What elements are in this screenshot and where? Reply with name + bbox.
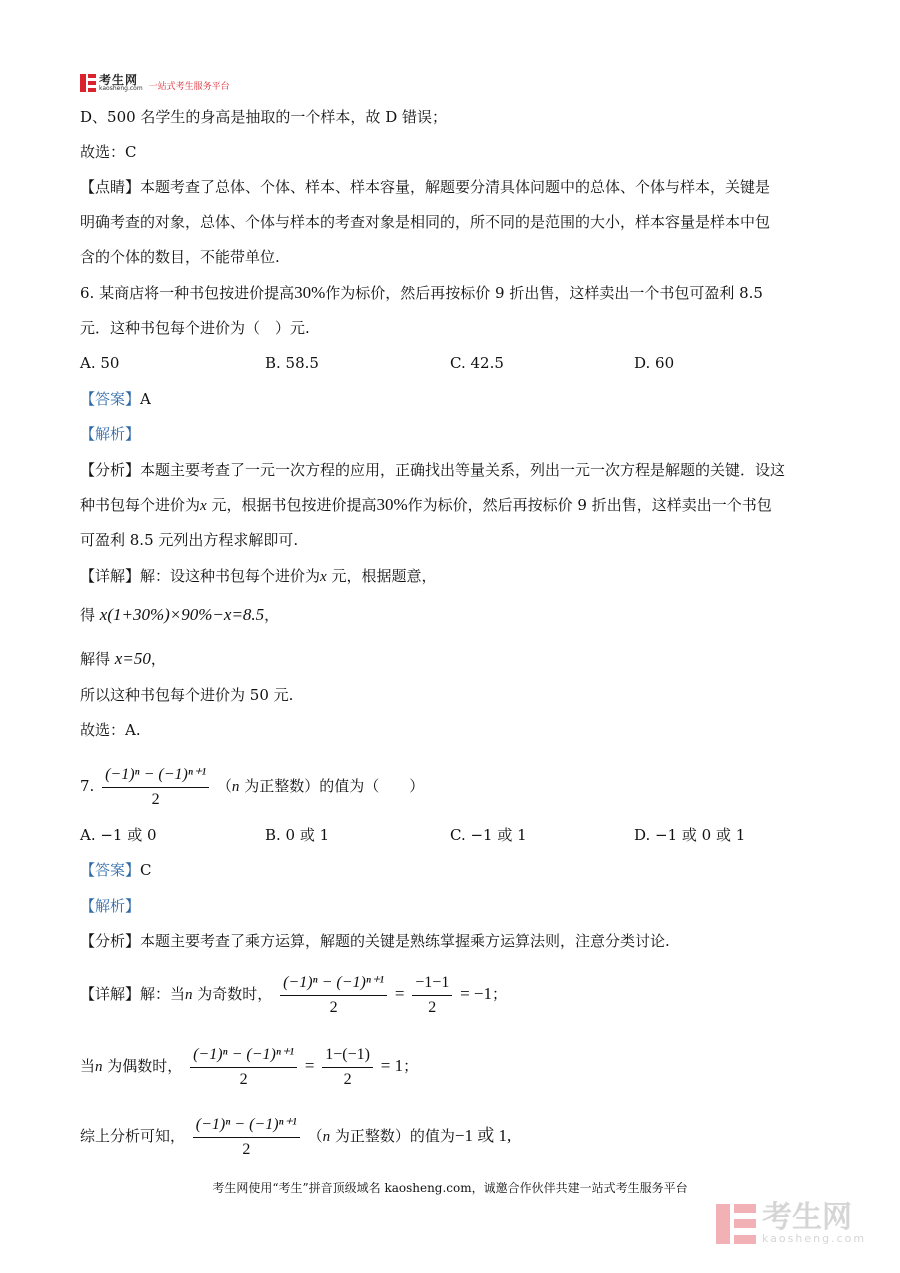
- text-line: D、500 名学生的身高是抽取的一个样本，故 D 错误；: [80, 108, 447, 126]
- q6-conclusion: 所以这种书包每个进价为 50 元.: [80, 686, 294, 704]
- q6-option-b: B. 58.5: [265, 354, 319, 372]
- q6-answer: 【答案】A: [80, 390, 151, 408]
- q6-analysis-line3: 可盈利 8.5 元列出方程求解即可.: [80, 531, 299, 549]
- header-logo: [80, 72, 230, 94]
- logo-slogan: 一站式考生服务平台: [148, 81, 230, 92]
- q6-stem-line1: 6. 某商店将一种书包按进价提高30%作为标价，然后再按标价 9 折出售，这样卖出一个书包可盈利 8.5: [80, 283, 763, 302]
- q6-equation: 得 x(1+30%)×90%−x=8.5，: [80, 605, 280, 624]
- text-line: 明确考查的对象，总体、个体与样本的考查对象是相同的，所不同的是范围的大小，样本容量是样本中包: [80, 213, 771, 231]
- watermark-mark-icon: [716, 1204, 756, 1244]
- q7-answer: 【答案】C: [80, 861, 152, 879]
- q6-choice: 故选：A.: [80, 721, 141, 739]
- q6-analysis-line1: 【分析】本题主要考查了一元一次方程的应用，正确找出等量关系，列出一元一次方程是解题的关键．设这: [80, 461, 786, 479]
- text-line: 【点睛】本题考查了总体、个体、样本、样本容量，解题要分清具体问题中的总体、个体与样本，关键是: [80, 178, 771, 196]
- watermark-name: 考生网: [762, 1200, 852, 1235]
- q7-detail-even: 当n 为偶数时， $\frac{\text{(−1)ⁿ − (−1)ⁿ⁺¹}}{2}$ = $\frac{1-(-1)}{2}$ = 1；: [80, 1045, 419, 1088]
- q7-option-b: B. 0 或 1: [265, 826, 330, 844]
- q6-option-c: C. 42.5: [450, 354, 504, 372]
- q7-analysis: 【分析】本题主要考查了乘方运算，解题的关键是熟练掌握乘方运算法则，注意分类讨论.: [80, 932, 670, 950]
- logo-domain: kaosheng.com: [99, 85, 143, 92]
- q6-analysis-line2: 种书包每个进价为x 元，根据书包按进价提高30%作为标价，然后再按标价 9 折出售，这样卖出一个书包: [80, 495, 772, 514]
- logo-name: 考生网: [99, 73, 139, 87]
- q7-summary: 综上分析可知， $\frac{\text{(−1)ⁿ − (−1)ⁿ⁺¹}}{2}$ （n 为正整数）的值为−1 或 1,: [80, 1115, 512, 1158]
- text-line: 含的个体的数目，不能带单位.: [80, 248, 280, 266]
- text-line: 故选：C: [80, 143, 137, 161]
- q6-option-d: D. 60: [634, 354, 675, 372]
- watermark-logo: [716, 1200, 867, 1245]
- q7-fraction: $\frac{\text{(−1)ⁿ − (−1)ⁿ⁺¹}}{2}$: [102, 765, 209, 810]
- footer-text: 考生网使用“考生”拼音顶级域名 kaosheng.com，诚邀合作伙伴共建一站式考生服务平台: [212, 1181, 688, 1195]
- q6-option-a: A. 50: [80, 354, 120, 372]
- q6-detail-line1: 【详解】解：设这种书包每个进价为x 元，根据题意，: [80, 567, 437, 585]
- logo-mark-icon: [80, 74, 96, 92]
- q7-option-d: D. −1 或 0 或 1: [634, 826, 746, 844]
- q7-analysis-heading: 【解析】: [80, 897, 141, 915]
- q6-analysis-heading: 【解析】: [80, 425, 141, 443]
- q7-stem: 7. $\frac{\text{(−1)ⁿ − (−1)ⁿ⁺¹}}{2}$ （n 为正整数）的值为（ ）: [80, 765, 425, 808]
- q7-detail-odd: 【详解】解：当n 为奇数时， $\frac{\text{(−1)ⁿ − (−1)ⁿ⁺¹}}{2}$ = $\frac{-1-1}{2}$ = −1；: [80, 973, 508, 1016]
- q7-option-a: A. −1 或 0: [80, 826, 157, 844]
- q7-option-c: C. −1 或 1: [450, 826, 527, 844]
- q6-stem-line2: 元．这种书包每个进价为（ ）元.: [80, 319, 310, 337]
- q6-solution: 解得 x=50，: [80, 649, 166, 668]
- watermark-domain: kaosheng.com: [762, 1232, 867, 1245]
